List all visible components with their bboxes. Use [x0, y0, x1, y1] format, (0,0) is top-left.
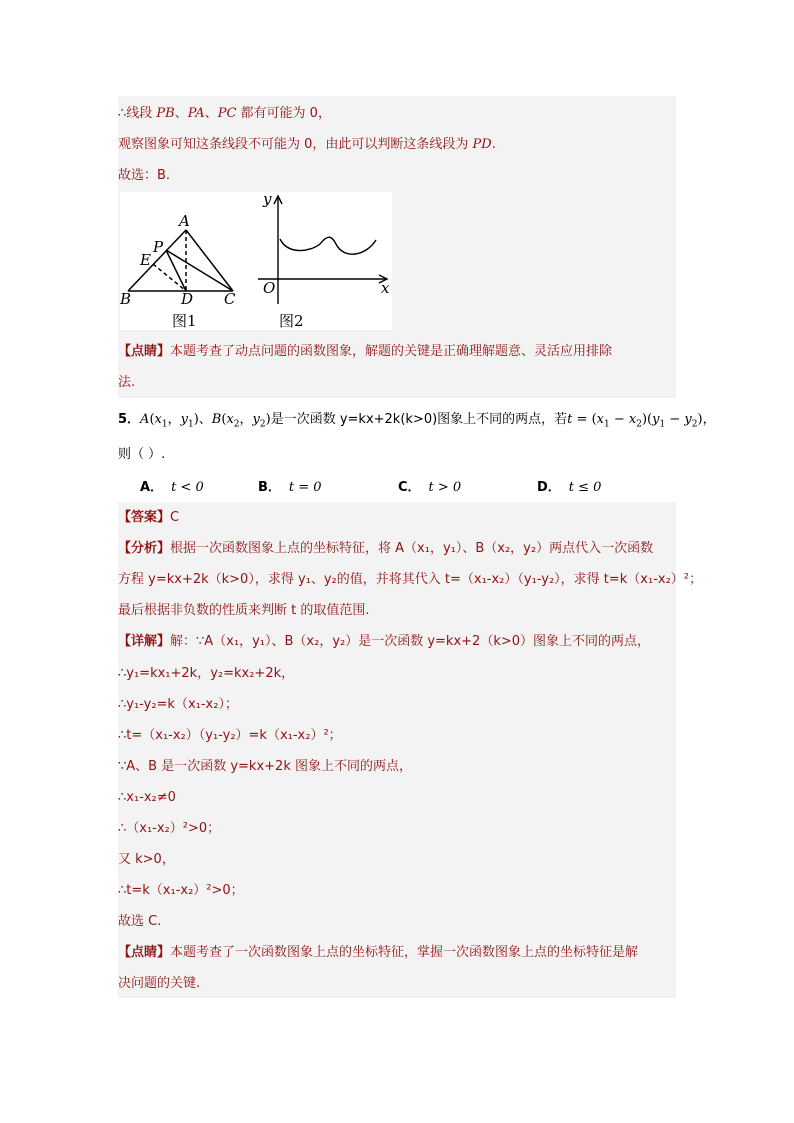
- detail-step-3: ∴t=（x₁-x₂）（y₁-y₂）=k（x₁-x₂）²；: [118, 728, 342, 743]
- label-y: y: [263, 192, 272, 208]
- detail-step-8: ∴t=k（x₁-x₂）²>0；: [118, 883, 244, 898]
- detail-step-6: ∴（x₁-x₂）²>0；: [118, 821, 221, 836]
- analysis-line-1: 【分析】根据一次函数图象上点的坐标特征，将 A（x₁，y₁）、B（x₂，y₂）两点代入一次函数: [118, 541, 654, 556]
- option-c[interactable]: C． t > 0: [398, 480, 462, 495]
- detail-step-5: ∴x₁-x₂≠0: [118, 790, 176, 805]
- comment2-line-1: 【点睛】本题考查了一次函数图象上点的坐标特征，掌握一次函数图象上点的坐标特征是解: [118, 945, 639, 960]
- option-d[interactable]: D． t ≤ 0: [537, 480, 602, 495]
- point-A-expr: $A(x_1$，$y_1$): [140, 412, 199, 430]
- figure-2-caption: 图2: [279, 312, 304, 330]
- detail-step-9: 故选 C.: [118, 914, 162, 929]
- label-A: A: [179, 212, 190, 230]
- label-B: B: [120, 290, 132, 308]
- detail-step-2: ∴y₁-y₂=k（x₁-x₂）；: [118, 697, 238, 712]
- analysis-line-3: 最后根据非负数的性质来判断 t 的取值范围.: [118, 603, 370, 618]
- option-b[interactable]: B． t = 0: [258, 480, 322, 495]
- prev-comment-line-2: 法.: [118, 375, 136, 390]
- detail-step-1: ∴y₁=kx₁+2k，y₂=kx₂+2k，: [118, 666, 295, 681]
- answer-line: 【答案】C: [118, 510, 180, 525]
- label-C: C: [224, 290, 236, 308]
- detail-step-7: 又 k>0，: [118, 852, 175, 867]
- prev-line-2: 观察图象可知这条线段不可能为 0，由此可以判断这条线段为 PD.: [118, 137, 496, 152]
- comment2-line-2: 决问题的关键.: [118, 976, 201, 991]
- question-5-stem-line-2: 则（ ）.: [118, 447, 166, 462]
- label-O: O: [263, 279, 276, 297]
- figure-1-caption: 图1: [172, 312, 197, 330]
- label-P: P: [153, 238, 164, 256]
- label-E: E: [140, 251, 151, 269]
- label-D: D: [181, 290, 194, 308]
- t-definition-expr: $t = (x_1 - x_2)(y_1 - y_2)$: [567, 412, 703, 430]
- analysis-line-2: 方程 y=kx+2k（k>0），求得 y₁、y₂的值，并将其代入 t=（x₁-x₂）（y₁-y₂），求得 t=k（x₁-x₂）²；: [118, 572, 703, 587]
- question-5-stem: 5．$A(x_1$，$y_1$)、$B(x_2$，$y_2$)是一次函数 y=kx+2k(k>0)图象上不同的两点，若$t = (x_1 - x_2)(y_1 - y_2)$，: [118, 412, 716, 430]
- geometry-figure: [120, 192, 392, 330]
- detail-step-4: ∵A、B 是一次函数 y=kx+2k 图象上不同的两点，: [118, 759, 412, 774]
- prev-comment-line-1: 【点睛】本题考查了动点问题的函数图象，解题的关键是正确理解题意、灵活应用排除: [118, 344, 613, 359]
- label-x: x: [381, 279, 390, 297]
- detail-line-1: 【详解】解：∵A（x₁，y₁）、B（x₂，y₂）是一次函数 y=kx+2（k>0）图象上不同的两点，: [118, 634, 651, 649]
- option-a[interactable]: A． t < 0: [140, 480, 204, 495]
- point-B-expr: $B(x_2$，$y_2$): [211, 412, 271, 430]
- prev-line-1: ∴线段 PB、PA、PC 都有可能为 0，: [118, 106, 331, 121]
- prev-line-3: 故选：B.: [118, 168, 171, 183]
